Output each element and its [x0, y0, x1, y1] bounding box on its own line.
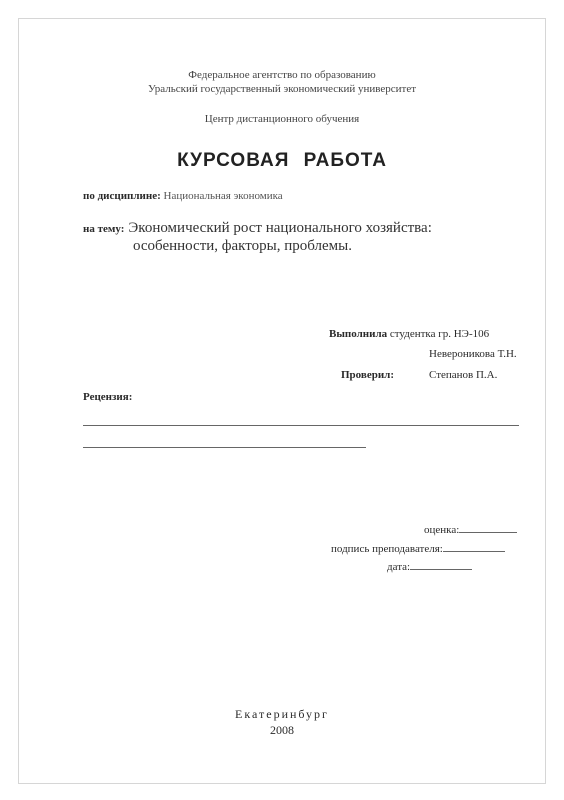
performed-label: Выполнила: [329, 328, 388, 340]
grade-field: [459, 521, 517, 533]
topic-row: [83, 219, 432, 237]
year: 2008: [270, 723, 294, 737]
discipline-row: [83, 190, 283, 202]
checked-label: Проверил:: [341, 369, 395, 381]
agency-name: Федеральное агентство по образованию: [188, 69, 376, 81]
city: Екатеринбург: [235, 707, 329, 721]
date-label: дата:: [387, 561, 411, 573]
teacher-sign-row: [331, 540, 505, 555]
review-line-2: [83, 447, 366, 448]
topic-line-1: Экономический рост национального хозяйства:: [128, 220, 432, 236]
center-name: Центр дистанционного обучения: [204, 113, 360, 125]
checked-value: Степанов П.А.: [429, 369, 498, 381]
topic-line-2: особенности, факторы, проблемы.: [133, 238, 352, 254]
document-page: [18, 18, 546, 784]
document-title: КУРСОВАЯ РАБОТА: [177, 150, 387, 171]
grade-label: оценка:: [424, 524, 460, 536]
teacher-sign-field: [443, 540, 505, 552]
date-row: [387, 558, 472, 573]
performed-value: студентка гр. НЭ-106: [389, 328, 490, 340]
university-name: Уральский государственный экономический университет: [147, 83, 417, 95]
date-field: [410, 558, 472, 570]
discipline-value: Национальная экономика: [163, 190, 283, 202]
teacher-sign-label: подпись преподавателя:: [331, 543, 443, 555]
review-label: Рецензия:: [83, 391, 133, 403]
grade-row: [424, 521, 517, 536]
student-name: Невероникова Т.Н.: [429, 348, 517, 360]
review-line-1: [83, 425, 519, 426]
discipline-label: по дисциплине:: [83, 190, 161, 202]
topic-label: на тему:: [83, 223, 125, 235]
performed-row: [329, 328, 489, 340]
